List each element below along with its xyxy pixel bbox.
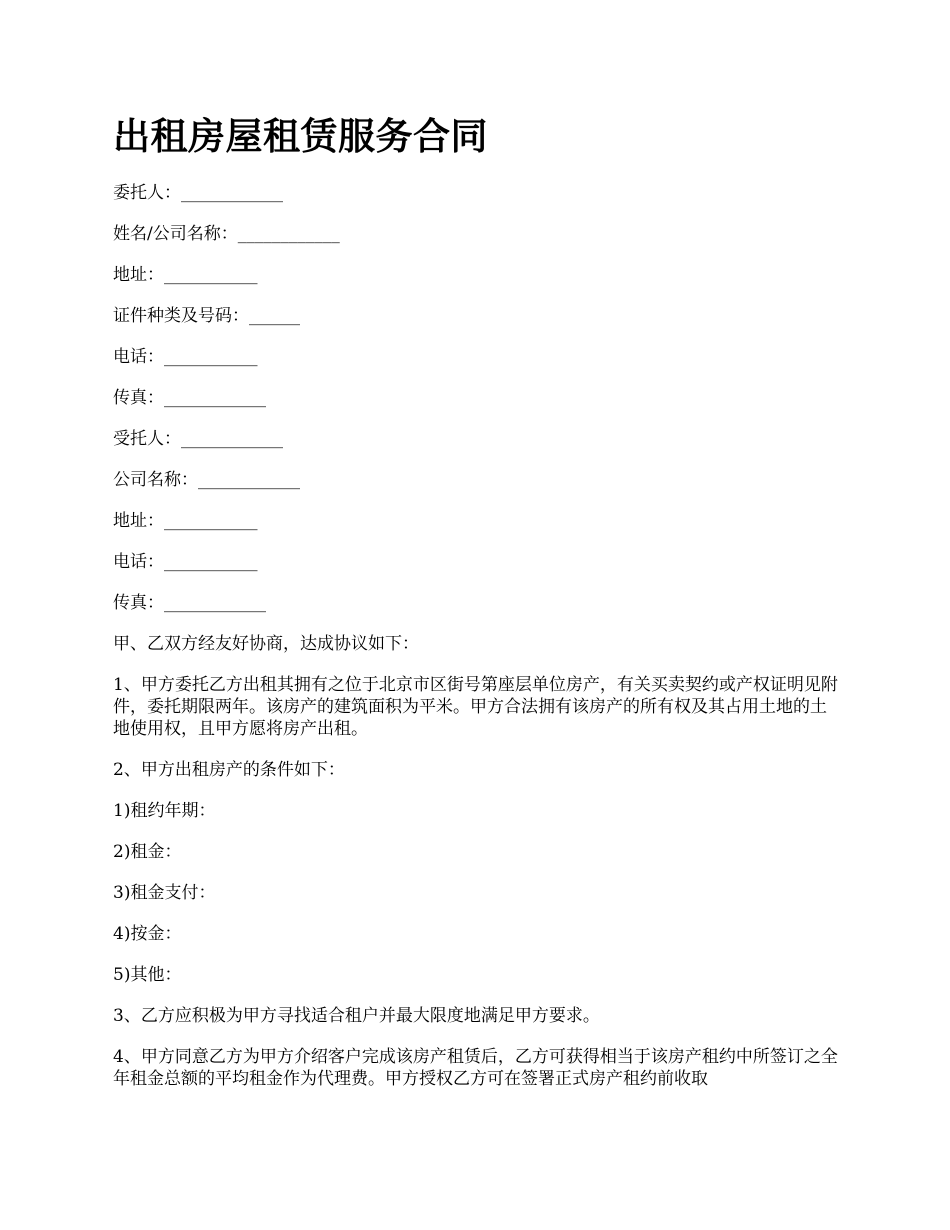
paragraph-term: 1)租约年期： — [113, 801, 216, 821]
field-blank: ____________ — [164, 388, 266, 408]
field-id-type-number — [113, 305, 843, 327]
field-blank: ___________ — [164, 347, 258, 367]
field-blank: ___________ — [164, 265, 258, 285]
field-blank: ____________ — [164, 593, 266, 613]
field-label: 委托人： — [113, 183, 181, 203]
field-label: 地址： — [113, 265, 164, 285]
field-trustee — [113, 428, 843, 450]
paragraph-rent-payment: 3)租金支付： — [113, 883, 216, 903]
field-label: 受托人： — [113, 429, 181, 449]
field-label: 传真： — [113, 593, 164, 613]
field-blank: ____________ — [181, 429, 283, 449]
field-blank: ____________ — [237, 224, 340, 244]
field-label: 电话： — [113, 347, 164, 367]
field-company-name — [113, 469, 843, 491]
field-phone-2 — [113, 551, 843, 573]
field-fax — [113, 387, 843, 409]
document-page — [113, 110, 843, 1109]
field-blank: ___________ — [164, 552, 258, 572]
field-blank: ____________ — [181, 183, 283, 203]
field-fax-2 — [113, 592, 843, 614]
document-title: 出租房屋租赁服务合同 — [113, 114, 488, 158]
field-label: 公司名称： — [113, 470, 198, 490]
field-blank: ______ — [249, 306, 300, 326]
field-phone — [113, 346, 843, 368]
field-blank: ___________ — [164, 511, 258, 531]
field-label: 证件种类及号码： — [113, 306, 249, 326]
field-name-company — [113, 223, 843, 245]
paragraph-clause-1: 1、甲方委托乙方出租其拥有之位于北京市区街号第座层单位房产，有关买卖契约或产权证明见附件，委托期限两年。该房产的建筑面积为平米。甲方合法拥有该房产的所有权及其占用土地的土地使用权，且甲方愿将房产出租。 — [113, 675, 838, 739]
field-blank: ____________ — [198, 470, 300, 490]
field-address — [113, 264, 843, 286]
field-label: 传真： — [113, 388, 164, 408]
paragraph-clause-3: 3、乙方应积极为甲方寻找适合租户并最大限度地满足甲方要求。 — [113, 1006, 600, 1026]
field-label: 地址： — [113, 511, 164, 531]
paragraph-intro: 甲、乙双方经友好协商，达成协议如下： — [113, 634, 419, 654]
field-entrustor — [113, 182, 843, 204]
field-label: 姓名/公司名称： — [113, 224, 238, 244]
paragraph-rent: 2)租金： — [113, 842, 182, 862]
paragraph-deposit: 4)按金： — [113, 924, 182, 944]
paragraph-clause-2: 2、甲方出租房产的条件如下： — [113, 760, 345, 780]
field-address-2 — [113, 510, 843, 532]
paragraph-other: 5)其他： — [113, 965, 182, 985]
field-label: 电话： — [113, 552, 164, 572]
paragraph-clause-4: 4、甲方同意乙方为甲方介绍客户完成该房产租赁后，乙方可获得相当于该房产租约中所签订之全年租金总额的平均租金作为代理费。甲方授权乙方可在签署正式房产租约前收取 — [113, 1047, 838, 1089]
